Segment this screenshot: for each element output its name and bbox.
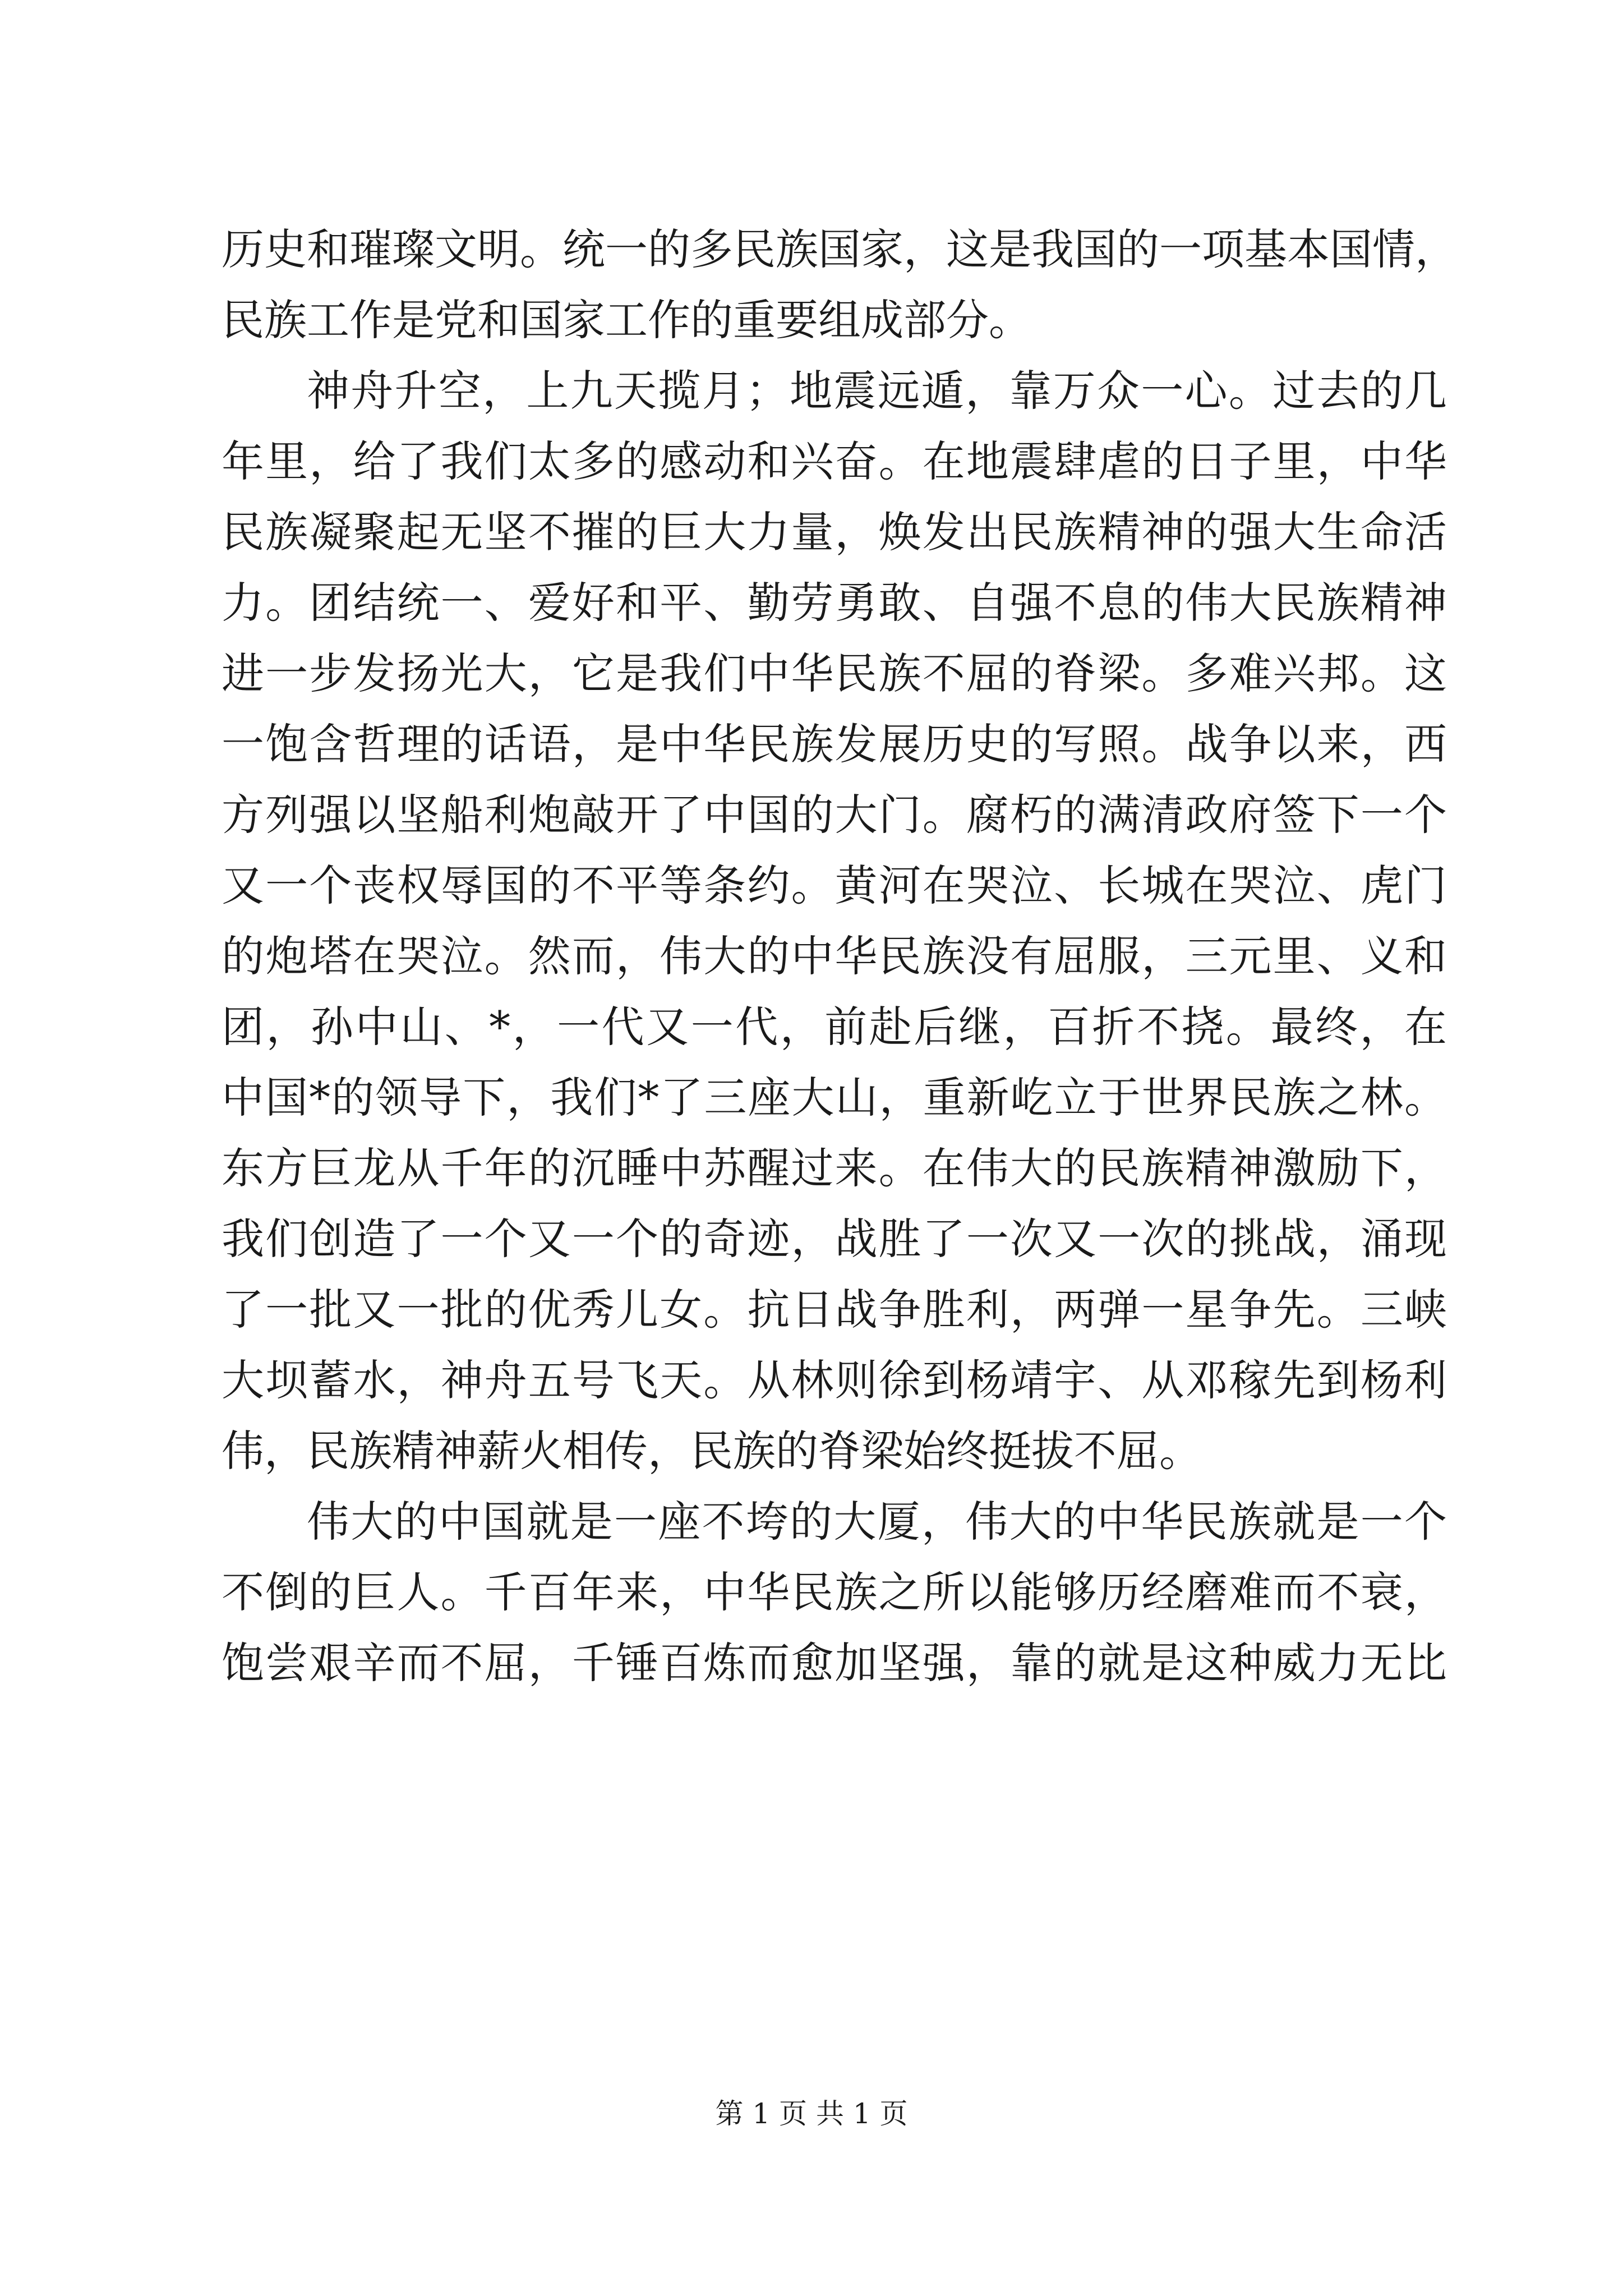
text-line: 进一步发扬光大，它是我们中华民族不屈的脊梁。多难兴邦。这 bbox=[222, 648, 1447, 698]
page-footer bbox=[0, 2097, 1623, 2131]
text-line: 大坝蓄水，神舟五号飞天。从林则徐到杨靖宇、从邓稼先到杨利 bbox=[222, 1355, 1447, 1405]
page-number-label: 第 1 页 共 1 页 bbox=[715, 2097, 908, 2130]
text-line: 力。团结统一、爱好和平、勤劳勇敢、自强不息的伟大民族精神 bbox=[222, 578, 1447, 628]
text-line: 方列强以坚船利炮敲开了中国的大门。腐朽的满清政府签下一个 bbox=[222, 790, 1447, 840]
text-line: 中国*的领导下，我们*了三座大山，重新屹立于世界民族之林。 bbox=[222, 1073, 1447, 1122]
text-line: 又一个丧权辱国的不平等条约。黄河在哭泣、长城在哭泣、虎门 bbox=[222, 861, 1447, 910]
text-line: 民族工作是党和国家工作的重要组成部分。 bbox=[222, 295, 1031, 345]
text-line: 神舟升空，上九天揽月；地震远遁，靠万众一心。过去的几 bbox=[307, 366, 1447, 416]
text-line: 东方巨龙从千年的沉睡中苏醒过来。在伟大的民族精神激励下， bbox=[222, 1143, 1447, 1193]
text-line: 年里，给了我们太多的感动和兴奋。在地震肆虐的日子里，中华 bbox=[222, 436, 1447, 486]
text-line: 饱尝艰辛而不屈，千锤百炼而愈加坚强，靠的就是这种威力无比 bbox=[222, 1638, 1447, 1688]
text-line: 历史和璀璨文明。统一的多民族国家，这是我国的一项基本国情， bbox=[222, 224, 1458, 274]
text-line: 团，孙中山、*，一代又一代，前赴后继，百折不挠。最终，在 bbox=[222, 1002, 1447, 1052]
text-line: 伟，民族精神薪火相传，民族的脊梁始终挺拔不屈。 bbox=[222, 1426, 1202, 1476]
document-body bbox=[222, 214, 1458, 1699]
text-line: 的炮塔在哭泣。然而，伟大的中华民族没有屈服，三元里、义和 bbox=[222, 931, 1447, 981]
text-line: 我们创造了一个又一个的奇迹，战胜了一次又一次的挑战，涌现 bbox=[222, 1214, 1447, 1264]
text-line: 了一批又一批的优秀儿女。抗日战争胜利，两弹一星争先。三峡 bbox=[222, 1285, 1447, 1335]
text-line: 不倒的巨人。千百年来，中华民族之所以能够历经磨难而不衰， bbox=[222, 1567, 1447, 1617]
text-line: 伟大的中国就是一座不垮的大厦，伟大的中华民族就是一个 bbox=[307, 1497, 1447, 1547]
text-line: 民族凝聚起无坚不摧的巨大力量，焕发出民族精神的强大生命活 bbox=[222, 507, 1447, 557]
text-line: 一饱含哲理的话语，是中华民族发展历史的写照。战争以来，西 bbox=[222, 719, 1447, 769]
